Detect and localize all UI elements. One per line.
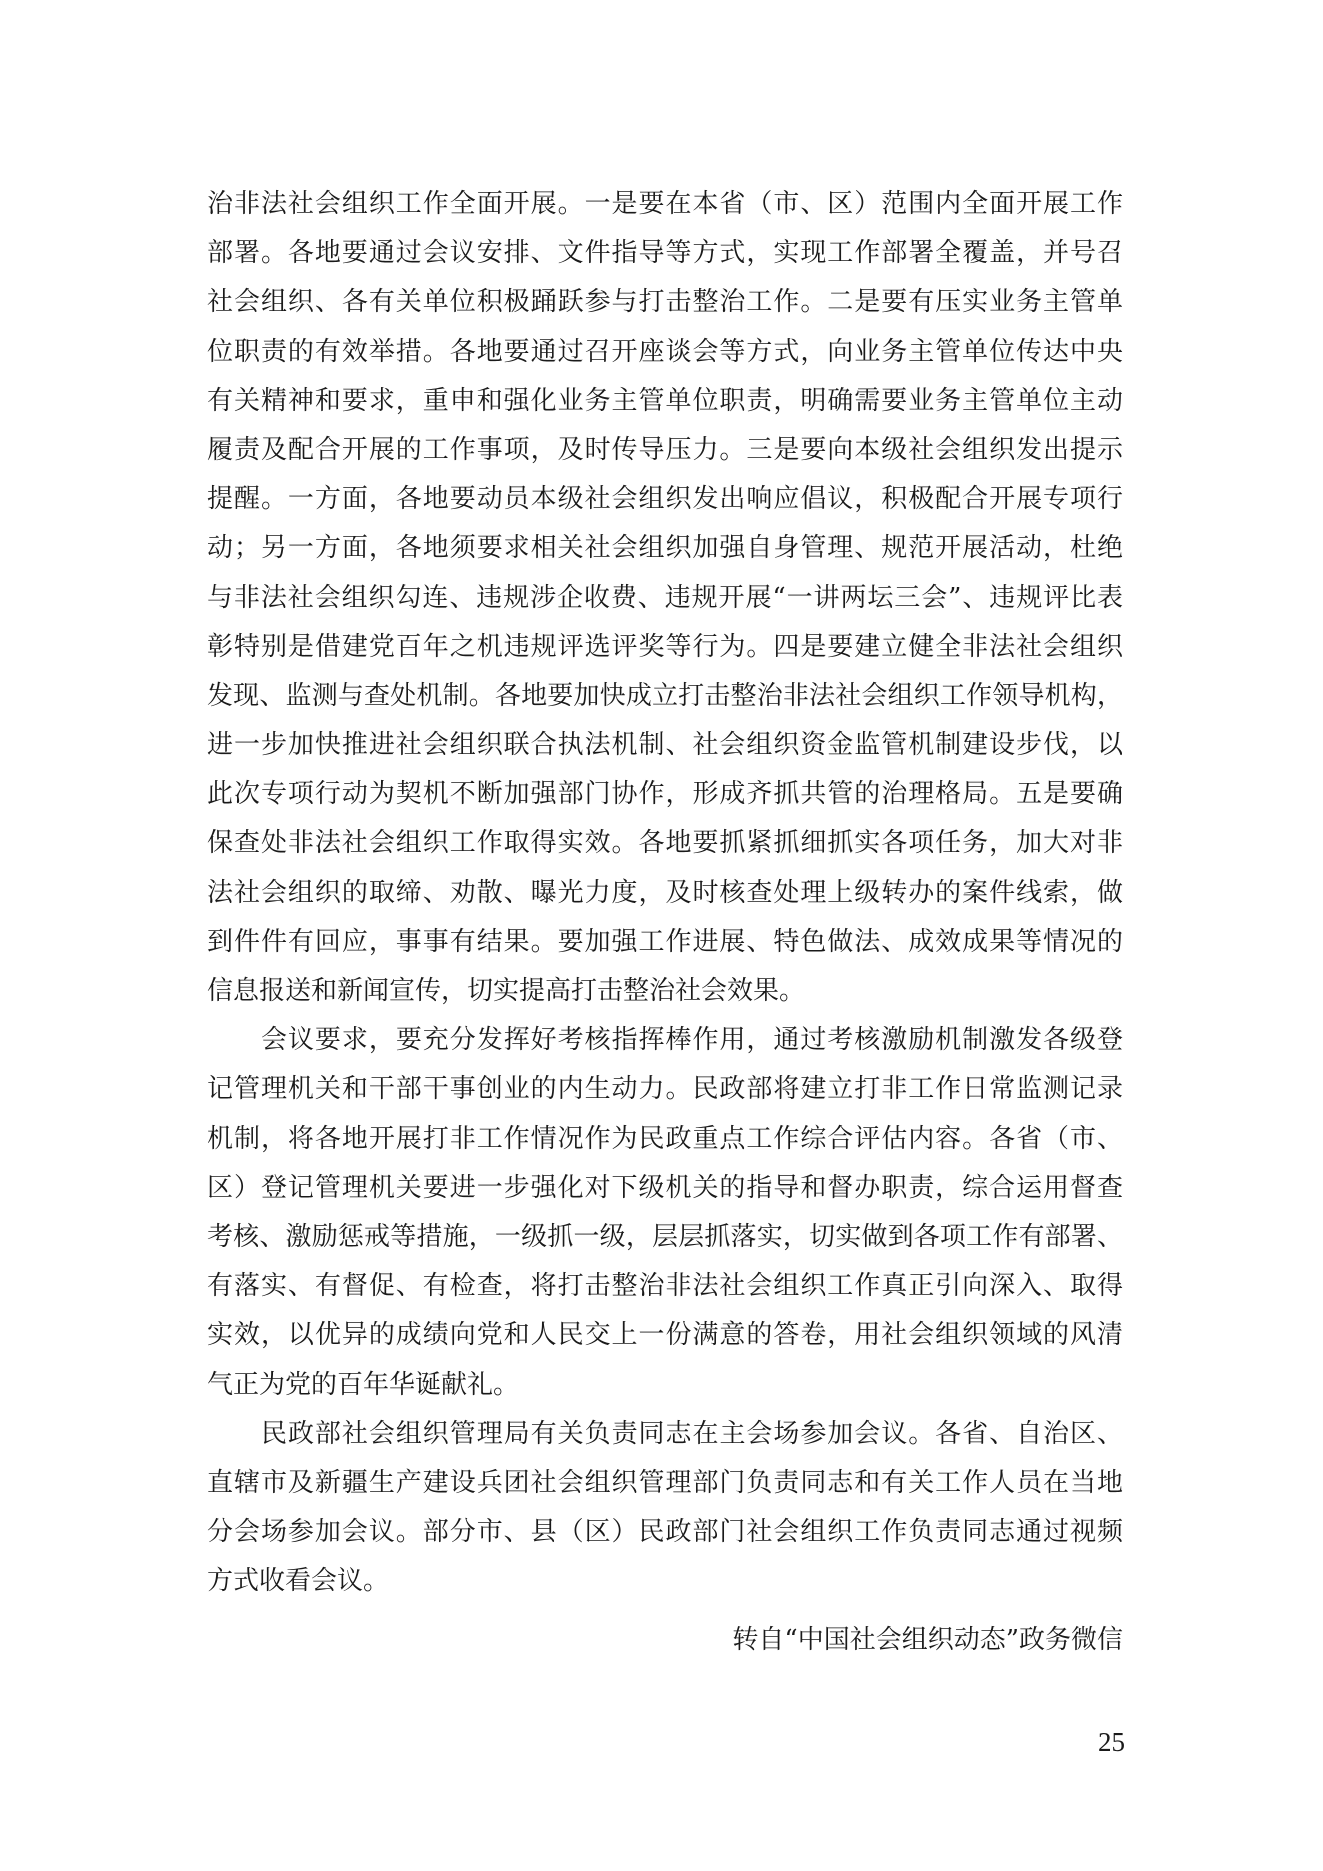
text-line: 直辖市及新疆生产建设兵团社会组织管理部门负责同志和有关工作人员在当地	[207, 1467, 1123, 1498]
text-line: 履责及配合开展的工作事项，及时传导压力。三是要向本级社会组织发出提示	[207, 434, 1123, 465]
page-number: 25	[1098, 1727, 1125, 1757]
paragraph-start-line: 民政部社会组织管理局有关负责同志在主会场参加会议。各省、自治区、	[261, 1418, 1123, 1449]
text-line: 信息报送和新闻宣传，切实提高打击整治社会效果。	[207, 976, 806, 1006]
text-line: 与非法社会组织勾连、违规涉企收费、违规开展“一讲两坛三会”、违规评比表	[207, 582, 1123, 613]
text-line: 此次专项行动为契机不断加强部门协作，形成齐抓共管的治理格局。五是要确	[207, 779, 1123, 810]
text-line: 部署。各地要通过会议安排、文件指导等方式，实现工作部署全覆盖，并号召	[207, 238, 1123, 269]
article-body	[207, 180, 1123, 1606]
text-line: 气正为党的百年华诞献礼。	[207, 1369, 520, 1400]
text-line: 方式收看会议。	[207, 1566, 390, 1597]
text-line: 彰特别是借建党百年之机违规评选评奖等行为。四是要建立健全非法社会组织	[207, 631, 1123, 662]
text-line: 考核、激励惩戒等措施，一级抓一级，层层抓落实，切实做到各项工作有部署、	[207, 1221, 1123, 1252]
text-line: 社会组织、各有关单位积极踊跃参与打击整治工作。二是要有压实业务主管单	[207, 287, 1123, 318]
text-line: 保查处非法社会组织工作取得实效。各地要抓紧抓细抓实各项任务，加大对非	[207, 828, 1123, 859]
text-line: 法社会组织的取缔、劝散、曝光力度，及时核查处理上级转办的案件线索，做	[207, 877, 1123, 908]
text-line: 到件件有回应，事事有结果。要加强工作进展、特色做法、成效成果等情况的	[207, 926, 1123, 957]
text-line: 治非法社会组织工作全面开展。一是要在本省（市、区）范围内全面开展工作	[207, 189, 1123, 219]
text-line: 区）登记管理机关要进一步强化对下级机关的指导和督办职责，综合运用督查	[207, 1172, 1123, 1203]
text-line: 记管理机关和干部干事创业的内生动力。民政部将建立打非工作日常监测记录	[207, 1074, 1123, 1105]
text-line: 有关精神和要求，重申和强化业务主管单位职责，明确需要业务主管单位主动	[207, 385, 1123, 416]
text-line: 位职责的有效举措。各地要通过召开座谈会等方式，向业务主管单位传达中央	[207, 336, 1123, 367]
paragraph-start-line: 会议要求，要充分发挥好考核指挥棒作用，通过考核激励机制激发各级登	[261, 1025, 1123, 1056]
source-attribution: 转自“中国社会组织动态”政务微信	[732, 1625, 1123, 1655]
text-line: 有落实、有督促、有检查，将打击整治非法社会组织工作真正引向深入、取得	[207, 1271, 1123, 1302]
text-line: 发现、监测与查处机制。各地要加快成立打击整治非法社会组织工作领导机构，	[207, 680, 1123, 711]
text-line: 分会场参加会议。部分市、县（区）民政部门社会组织工作负责同志通过视频	[207, 1517, 1123, 1548]
text-line: 实效，以优异的成绩向党和人民交上一份满意的答卷，用社会组织领域的风清	[207, 1320, 1123, 1351]
text-line: 进一步加快推进社会组织联合执法机制、社会组织资金监管机制建设步伐，以	[207, 730, 1123, 761]
text-line: 机制，将各地开展打非工作情况作为民政重点工作综合评估内容。各省（市、	[207, 1123, 1123, 1154]
text-line: 动；另一方面，各地须要求相关社会组织加强自身管理、规范开展活动，杜绝	[207, 533, 1123, 564]
text-line: 提醒。一方面，各地要动员本级社会组织发出响应倡议，积极配合开展专项行	[207, 484, 1123, 515]
